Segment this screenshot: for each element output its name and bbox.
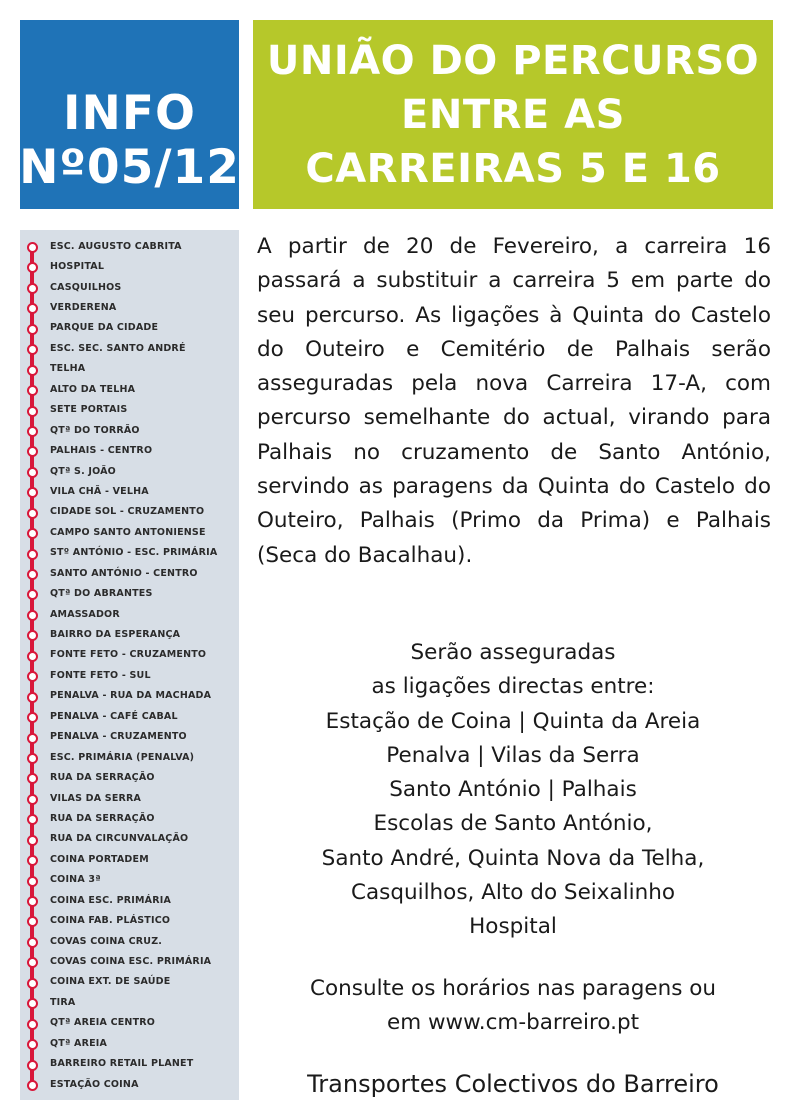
stop-marker-icon bbox=[27, 998, 38, 1009]
route-stop-list bbox=[20, 236, 239, 1094]
route-stop bbox=[20, 420, 239, 440]
route-stop bbox=[20, 236, 239, 256]
route-stop bbox=[20, 1074, 239, 1094]
stop-marker-icon bbox=[27, 978, 38, 989]
stop-name: HOSPITAL bbox=[50, 261, 105, 273]
stop-marker-icon bbox=[27, 651, 38, 662]
stop-name: PENALVA - RUA DA MACHADA bbox=[50, 690, 212, 702]
route-stop bbox=[20, 788, 239, 808]
stop-name: RUA DA SERRAÇÃO bbox=[50, 772, 155, 784]
connections-line: Santo António | Palhais bbox=[389, 777, 637, 803]
stop-name: ESTAÇÃO COINA bbox=[50, 1078, 139, 1090]
stop-name: CIDADE SOL - CRUZAMENTO bbox=[50, 506, 205, 518]
stop-name: SETE PORTAIS bbox=[50, 404, 128, 416]
route-stop bbox=[20, 972, 239, 992]
stop-marker-icon bbox=[27, 426, 38, 437]
stop-name: AMASSADOR bbox=[50, 608, 120, 620]
connections-line: Estação de Coina | Quinta da Areia bbox=[325, 708, 701, 734]
stop-marker-icon bbox=[27, 671, 38, 682]
route-stop bbox=[20, 318, 239, 338]
stop-name: CASQUILHOS bbox=[50, 281, 122, 293]
route-stop bbox=[20, 338, 239, 358]
route-stop bbox=[20, 502, 239, 522]
stop-marker-icon bbox=[27, 303, 38, 314]
stop-marker-icon bbox=[27, 692, 38, 703]
stop-name: VILA CHÃ - VELHA bbox=[50, 485, 149, 497]
route-stop bbox=[20, 400, 239, 420]
route-stop bbox=[20, 808, 239, 828]
stop-marker-icon bbox=[27, 406, 38, 417]
stop-marker-icon bbox=[27, 242, 38, 253]
stop-marker-icon bbox=[27, 1019, 38, 1030]
headline-box bbox=[253, 20, 773, 209]
route-stop bbox=[20, 706, 239, 726]
stop-name: VILAS DA SERRA bbox=[50, 792, 142, 804]
stop-marker-icon bbox=[27, 283, 38, 294]
stop-name: RUA DA CIRCUNVALAÇÃO bbox=[50, 833, 189, 845]
stop-marker-icon bbox=[27, 446, 38, 457]
headline-line-3: CARREIRAS 5 E 16 bbox=[305, 145, 721, 192]
info-label: INFO bbox=[63, 86, 196, 141]
route-stop bbox=[20, 624, 239, 644]
stop-name: TIRA bbox=[50, 996, 76, 1008]
stop-marker-icon bbox=[27, 630, 38, 641]
website-text: em www.cm-barreiro.pt bbox=[386, 1010, 640, 1035]
stop-name: COVAS COINA CRUZ. bbox=[50, 935, 163, 947]
connections-line: Hospital bbox=[469, 914, 557, 940]
stop-name: COINA EXT. DE SAÚDE bbox=[50, 976, 171, 988]
stop-name: QTª AREIA bbox=[50, 1037, 108, 1049]
route-stop bbox=[20, 543, 239, 563]
headline-line-1: UNIÃO DO PERCURSO bbox=[266, 37, 760, 84]
stop-marker-icon bbox=[27, 896, 38, 907]
stop-marker-icon bbox=[27, 344, 38, 355]
stop-marker-icon bbox=[27, 753, 38, 764]
stop-name: QTª DO TORRÃO bbox=[50, 424, 140, 436]
route-stop bbox=[20, 665, 239, 685]
footer-operator: Transportes Colectivos do Barreiro bbox=[307, 1070, 719, 1098]
stop-marker-icon bbox=[27, 733, 38, 744]
stop-marker-icon bbox=[27, 773, 38, 784]
headline-line-2: ENTRE AS bbox=[401, 91, 625, 138]
route-stop bbox=[20, 890, 239, 910]
route-stop bbox=[20, 992, 239, 1012]
consult-note bbox=[253, 972, 773, 1040]
route-stop bbox=[20, 951, 239, 971]
stop-marker-icon bbox=[27, 855, 38, 866]
route-stop bbox=[20, 870, 239, 890]
route-stop bbox=[20, 256, 239, 276]
route-stop bbox=[20, 583, 239, 603]
route-stop bbox=[20, 686, 239, 706]
stop-marker-icon bbox=[27, 814, 38, 825]
stop-marker-icon bbox=[27, 262, 38, 273]
stop-name: COINA ESC. PRIMÁRIA bbox=[50, 894, 172, 906]
route-stop bbox=[20, 359, 239, 379]
route-stop bbox=[20, 645, 239, 665]
stop-marker-icon bbox=[27, 916, 38, 927]
route-stop bbox=[20, 604, 239, 624]
stop-marker-icon bbox=[27, 610, 38, 621]
route-stop bbox=[20, 727, 239, 747]
info-badge bbox=[20, 20, 239, 209]
stop-name: QTª S. JOÃO bbox=[50, 465, 116, 477]
stop-marker-icon bbox=[27, 487, 38, 498]
stop-marker-icon bbox=[27, 467, 38, 478]
stop-name: SANTO ANTÓNIO - CENTRO bbox=[50, 567, 198, 579]
direct-connections bbox=[253, 636, 773, 945]
connections-line: Casquilhos, Alto do Seixalinho bbox=[350, 880, 676, 906]
stop-marker-icon bbox=[27, 712, 38, 723]
stop-name: ESC. SEC. SANTO ANDRÉ bbox=[50, 342, 186, 354]
stop-name: COVAS COINA ESC. PRIMÁRIA bbox=[50, 956, 212, 968]
info-number: Nº05/12 bbox=[19, 140, 240, 195]
stop-name: COINA 3ª bbox=[50, 874, 101, 886]
stop-name: FONTE FETO - SUL bbox=[50, 669, 151, 681]
route-stop bbox=[20, 277, 239, 297]
stop-name: STº ANTÓNIO - ESC. PRIMÁRIA bbox=[50, 547, 218, 559]
stop-name: TELHA bbox=[50, 363, 86, 375]
route-stop bbox=[20, 1033, 239, 1053]
stop-marker-icon bbox=[27, 1039, 38, 1050]
route-stop bbox=[20, 461, 239, 481]
stop-marker-icon bbox=[27, 528, 38, 539]
stop-name: PENALVA - CAFÉ CABAL bbox=[50, 710, 178, 722]
stop-name: FONTE FETO - CRUZAMENTO bbox=[50, 649, 207, 661]
stop-marker-icon bbox=[27, 876, 38, 887]
stop-marker-icon bbox=[27, 794, 38, 805]
route-stop bbox=[20, 522, 239, 542]
stop-name: PALHAIS - CENTRO bbox=[50, 445, 153, 457]
stop-name: CAMPO SANTO ANTONIENSE bbox=[50, 526, 206, 538]
stop-marker-icon bbox=[27, 957, 38, 968]
connections-line: Escolas de Santo António, bbox=[373, 811, 653, 837]
route-stop bbox=[20, 379, 239, 399]
stop-name: PARQUE DA CIDADE bbox=[50, 322, 159, 334]
route-stop bbox=[20, 910, 239, 930]
route-map bbox=[20, 230, 239, 1100]
route-stop bbox=[20, 481, 239, 501]
stop-marker-icon bbox=[27, 385, 38, 396]
consult-line: Consulte os horários nas paragens ou bbox=[309, 976, 717, 1001]
connections-line: Serão asseguradas bbox=[410, 640, 616, 665]
stop-name: ESC. AUGUSTO CABRITA bbox=[50, 240, 182, 252]
stop-marker-icon bbox=[27, 365, 38, 376]
stop-marker-icon bbox=[27, 937, 38, 948]
route-stop bbox=[20, 1013, 239, 1033]
route-stop bbox=[20, 829, 239, 849]
route-stop bbox=[20, 767, 239, 787]
route-stop bbox=[20, 849, 239, 869]
route-stop bbox=[20, 297, 239, 317]
connections-line: as ligações directas entre: bbox=[371, 674, 655, 700]
stop-marker-icon bbox=[27, 324, 38, 335]
stop-name: ESC. PRIMÁRIA (PENALVA) bbox=[50, 751, 195, 763]
route-stop bbox=[20, 1054, 239, 1074]
stop-name: COINA FAB. PLÁSTICO bbox=[50, 915, 171, 927]
route-stop bbox=[20, 563, 239, 583]
stop-marker-icon bbox=[27, 835, 38, 846]
announcement-text: A partir de 20 de Fevereiro, a carreira 16 passará a substituir a carreira 5 em parte do seu percurso. As ligações à Quinta do Castelo do Outeiro e Cemitério de Palhais serão asseguradas pela nova Carreira 17-A, com percurso semelhante do actual, virando para Palhais no cruzamento de Santo António, servindo as paragens da Quinta do Castelo do Outeiro, Palhais (Primo da Prima) e Palhais (Seca do Bacalhau). bbox=[257, 234, 771, 568]
stop-name: QTª DO ABRANTES bbox=[50, 588, 153, 600]
stop-marker-icon bbox=[27, 549, 38, 560]
stop-name: ALTO DA TELHA bbox=[50, 383, 136, 395]
stop-marker-icon bbox=[27, 1080, 38, 1091]
stop-name: QTª AREIA CENTRO bbox=[50, 1017, 156, 1029]
stop-name: RUA DA SERRAÇÃO bbox=[50, 812, 155, 824]
route-stop bbox=[20, 931, 239, 951]
connections-line: Santo André, Quinta Nova da Telha, bbox=[321, 845, 705, 871]
connections-line: Penalva | Vilas da Serra bbox=[386, 742, 640, 768]
stop-marker-icon bbox=[27, 569, 38, 580]
stop-marker-icon bbox=[27, 508, 38, 519]
stop-name: BAIRRO DA ESPERANÇA bbox=[50, 629, 181, 641]
stop-marker-icon bbox=[27, 1060, 38, 1071]
stop-marker-icon bbox=[27, 589, 38, 600]
stop-name: COINA PORTADEM bbox=[50, 853, 149, 865]
route-stop bbox=[20, 747, 239, 767]
stop-name: PENALVA - CRUZAMENTO bbox=[50, 731, 187, 743]
stop-name: VERDERENA bbox=[50, 302, 117, 314]
stop-name: BARREIRO RETAIL PLANET bbox=[50, 1058, 194, 1070]
route-stop bbox=[20, 440, 239, 460]
